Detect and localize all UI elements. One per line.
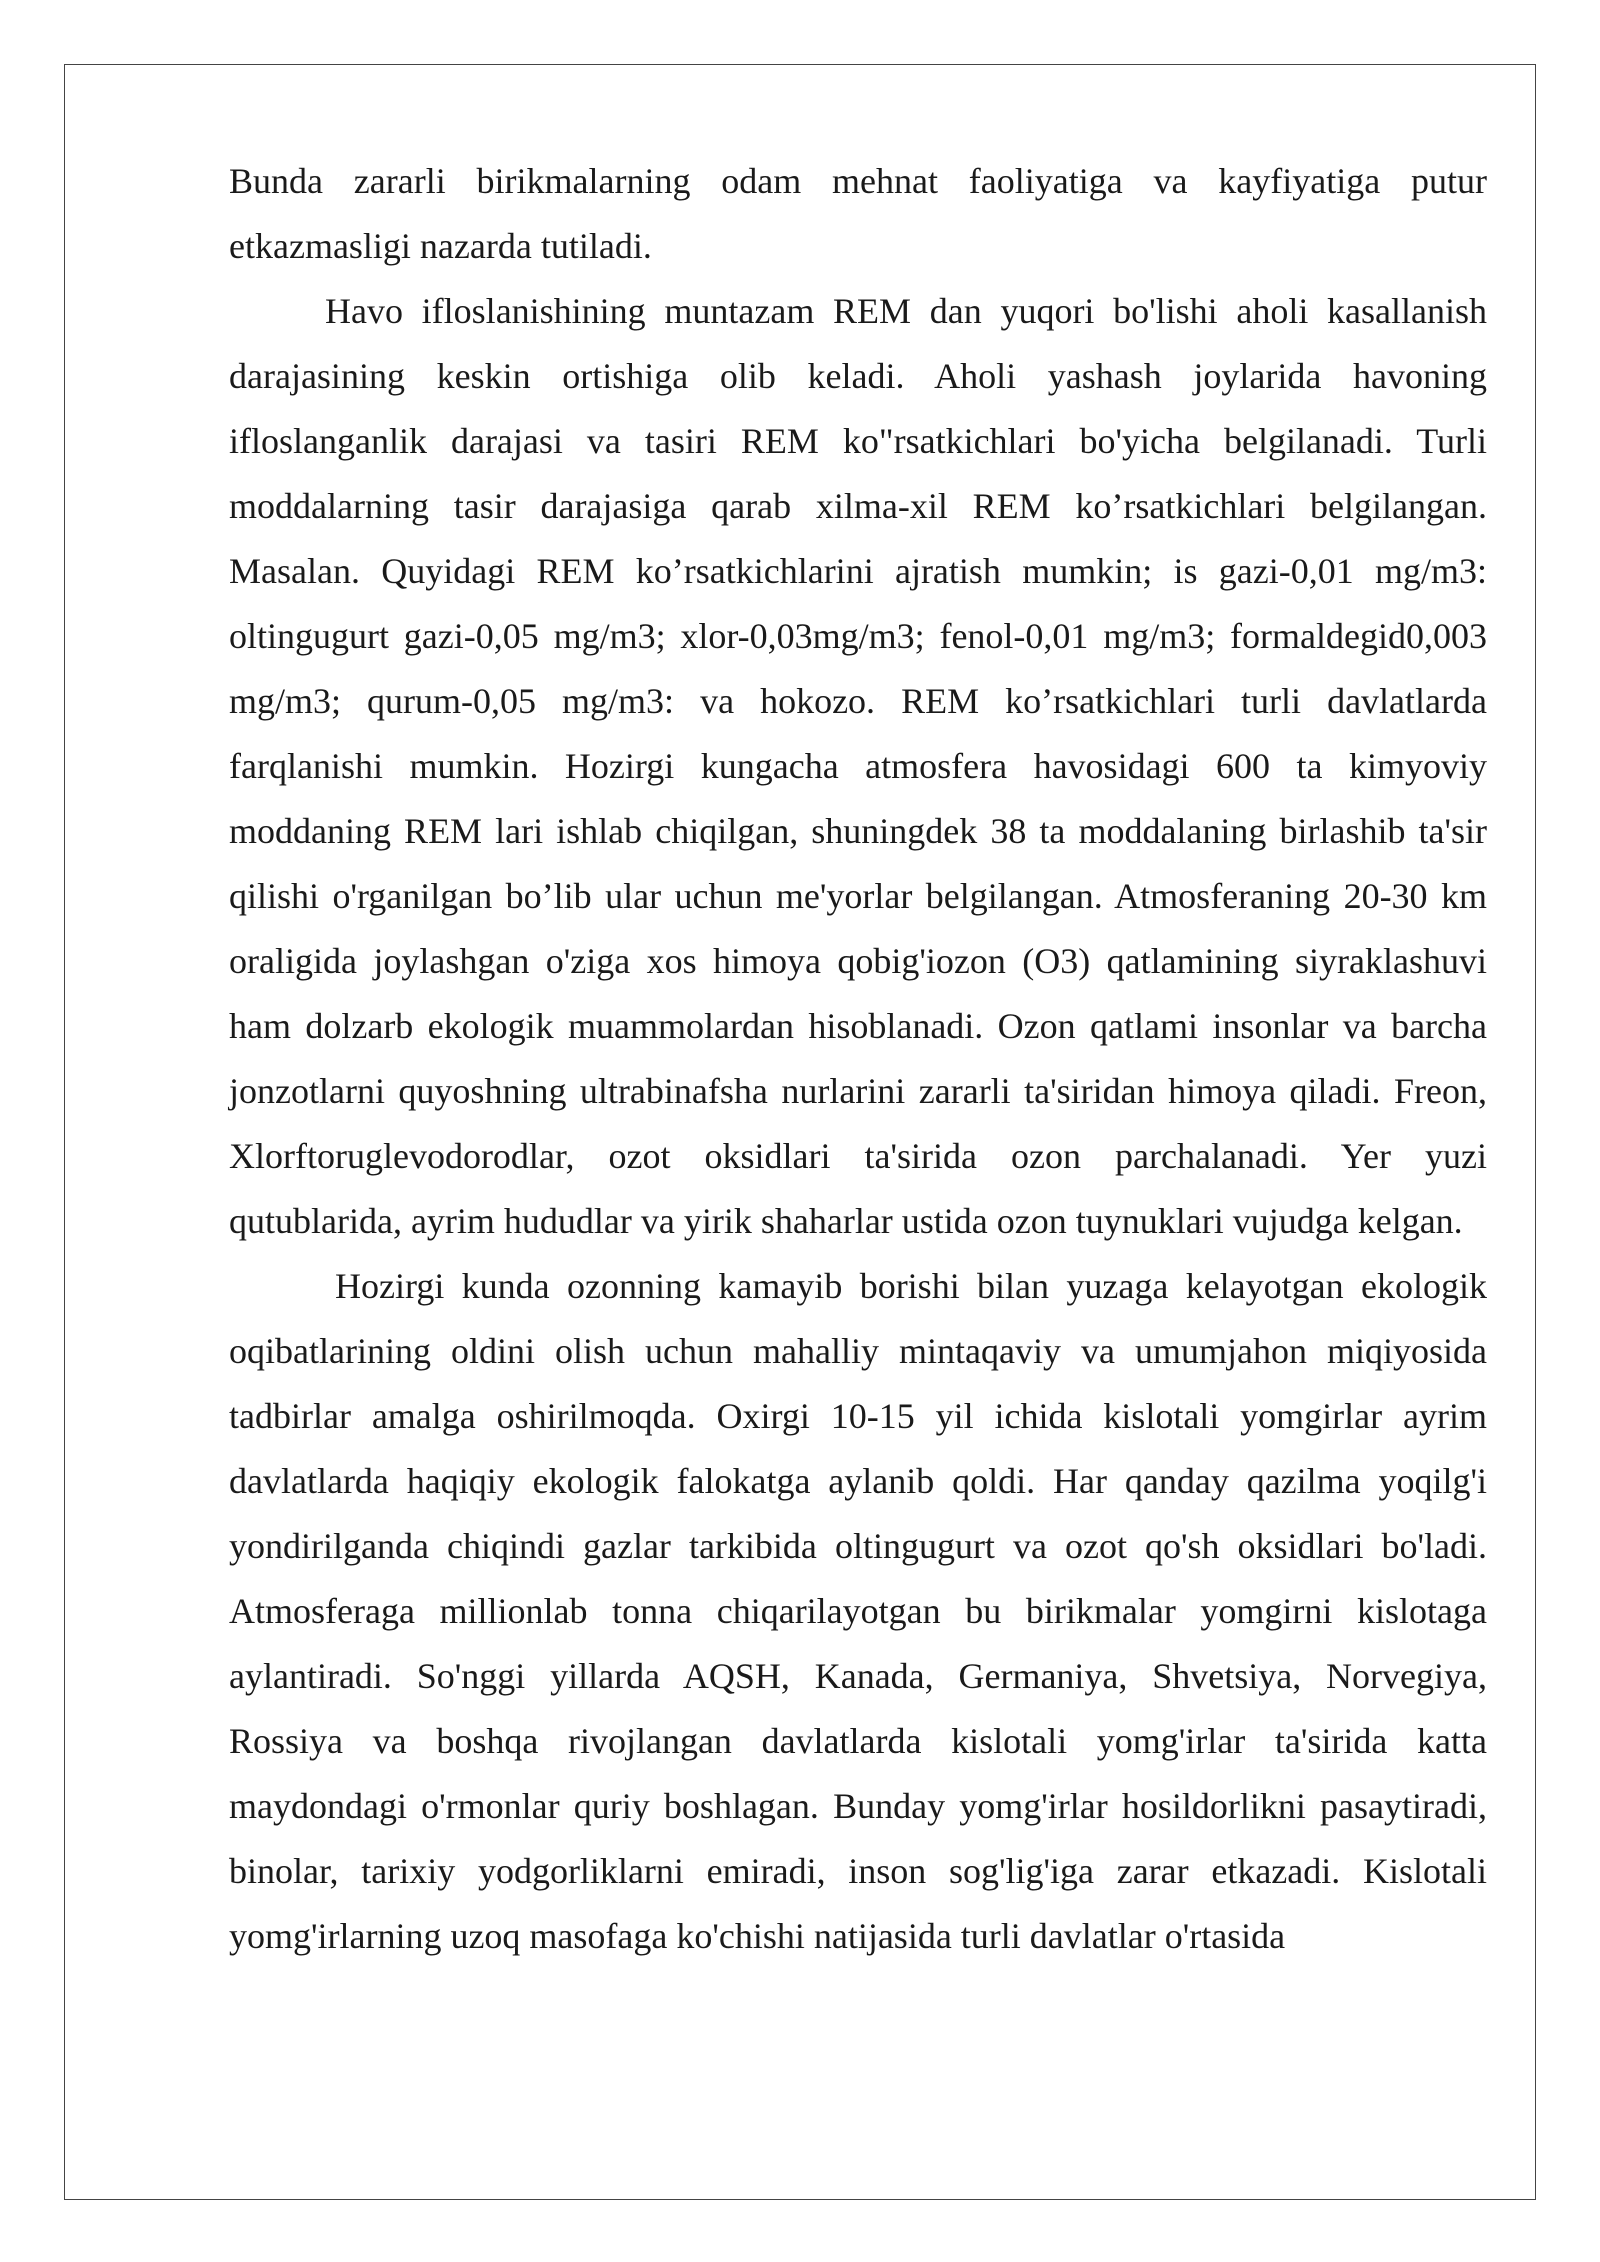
document-body xyxy=(229,149,1487,1969)
paragraph-continuation: Bunda zararli birikmalarning odam mehnat faoliyatiga va kayfiyatiga putur etkazmasligi nazarda tutiladi. xyxy=(229,161,1487,266)
paragraph-air-pollution: Havo ifloslanishining muntazam REM dan yuqori bo'lishi aholi kasallanish darajasining keskin ortishiga olib keladi. Aholi yashash joylarida havoning ifloslanganlik darajasi va tasiri REM ko"rsatkichlari bo'yicha belgilanadi. Turli moddalarning tasir darajasiga qarab xilma-xil REM ko’rsatkichlari belgilangan. Masalan. Quyidagi REM ko’rsatkichlarini ajratish mumkin; is gazi-0,01 mg/m3: oltingugurt gazi-0,05 mg/m3; xlor-0,03mg/m3; fenol-0,01 mg/m3; formaldegid0,003 mg/m3; qurum-0,05 mg/m3: va hokozo. REM ko’rsatkichlari turli davlatlarda farqlanishi mumkin. Hozirgi kungacha atmosfera havosidagi 600 ta kimyoviy moddaning REM lari ishlab chiqilgan, shuningdek 38 ta moddalaning birlashib ta'sir qilishi o'rganilgan bo’lib ular uchun me'yorlar belgilangan. Atmosferaning 20-30 km oraligida joylashgan o'ziga xos himoya qobig'iozon (O3) qatlamining siyraklashuvi ham dolzarb ekologik muammolardan hisoblanadi. Ozon qatlami insonlar va barcha jonzotlarni quyoshning ultrabinafsha nurlarini zararli ta'siridan himoya qiladi. Freon, Xlorftoruglevodorodlar, ozot oksidlari ta'sirida ozon parchalanadi. Yer yuzi qutublarida, ayrim hududlar va yirik shaharlar ustida ozon tuynuklari vujudga kelgan. xyxy=(229,291,1487,1241)
paragraph-acid-rain: Hozirgi kunda ozonning kamayib borishi bilan yuzaga kelayotgan ekologik oqibatlarining oldini olish uchun mahalliy mintaqaviy va umumjahon miqiyosida tadbirlar amalga oshirilmoqda. Oxirgi 10-15 yil ichida kislotali yomgirlar ayrim davlatlarda haqiqiy ekologik falokatga aylanib qoldi. Har qanday qazilma yoqilg'i yondirilganda chiqindi gazlar tarkibida oltingugurt va ozot qo'sh oksidlari bo'ladi. Atmosferaga millionlab tonna chiqarilayotgan bu birikmalar yomgirni kislotaga aylantiradi. So'nggi yillarda AQSH, Kanada, Germaniya, Shvetsiya, Norvegiya, Rossiya va boshqa rivojlangan davlatlarda kislotali yomg'irlar ta'sirida katta maydondagi o'rmonlar quriy boshlagan. Bunday yomg'irlar hosildorlikni pasaytiradi, binolar, tarixiy yodgorliklarni emiradi, inson sog'lig'iga zarar etkazadi. Kislotali yomg'irlarning uzoq masofaga ko'chishi natijasida turli davlatlar o'rtasida xyxy=(229,1266,1487,1956)
